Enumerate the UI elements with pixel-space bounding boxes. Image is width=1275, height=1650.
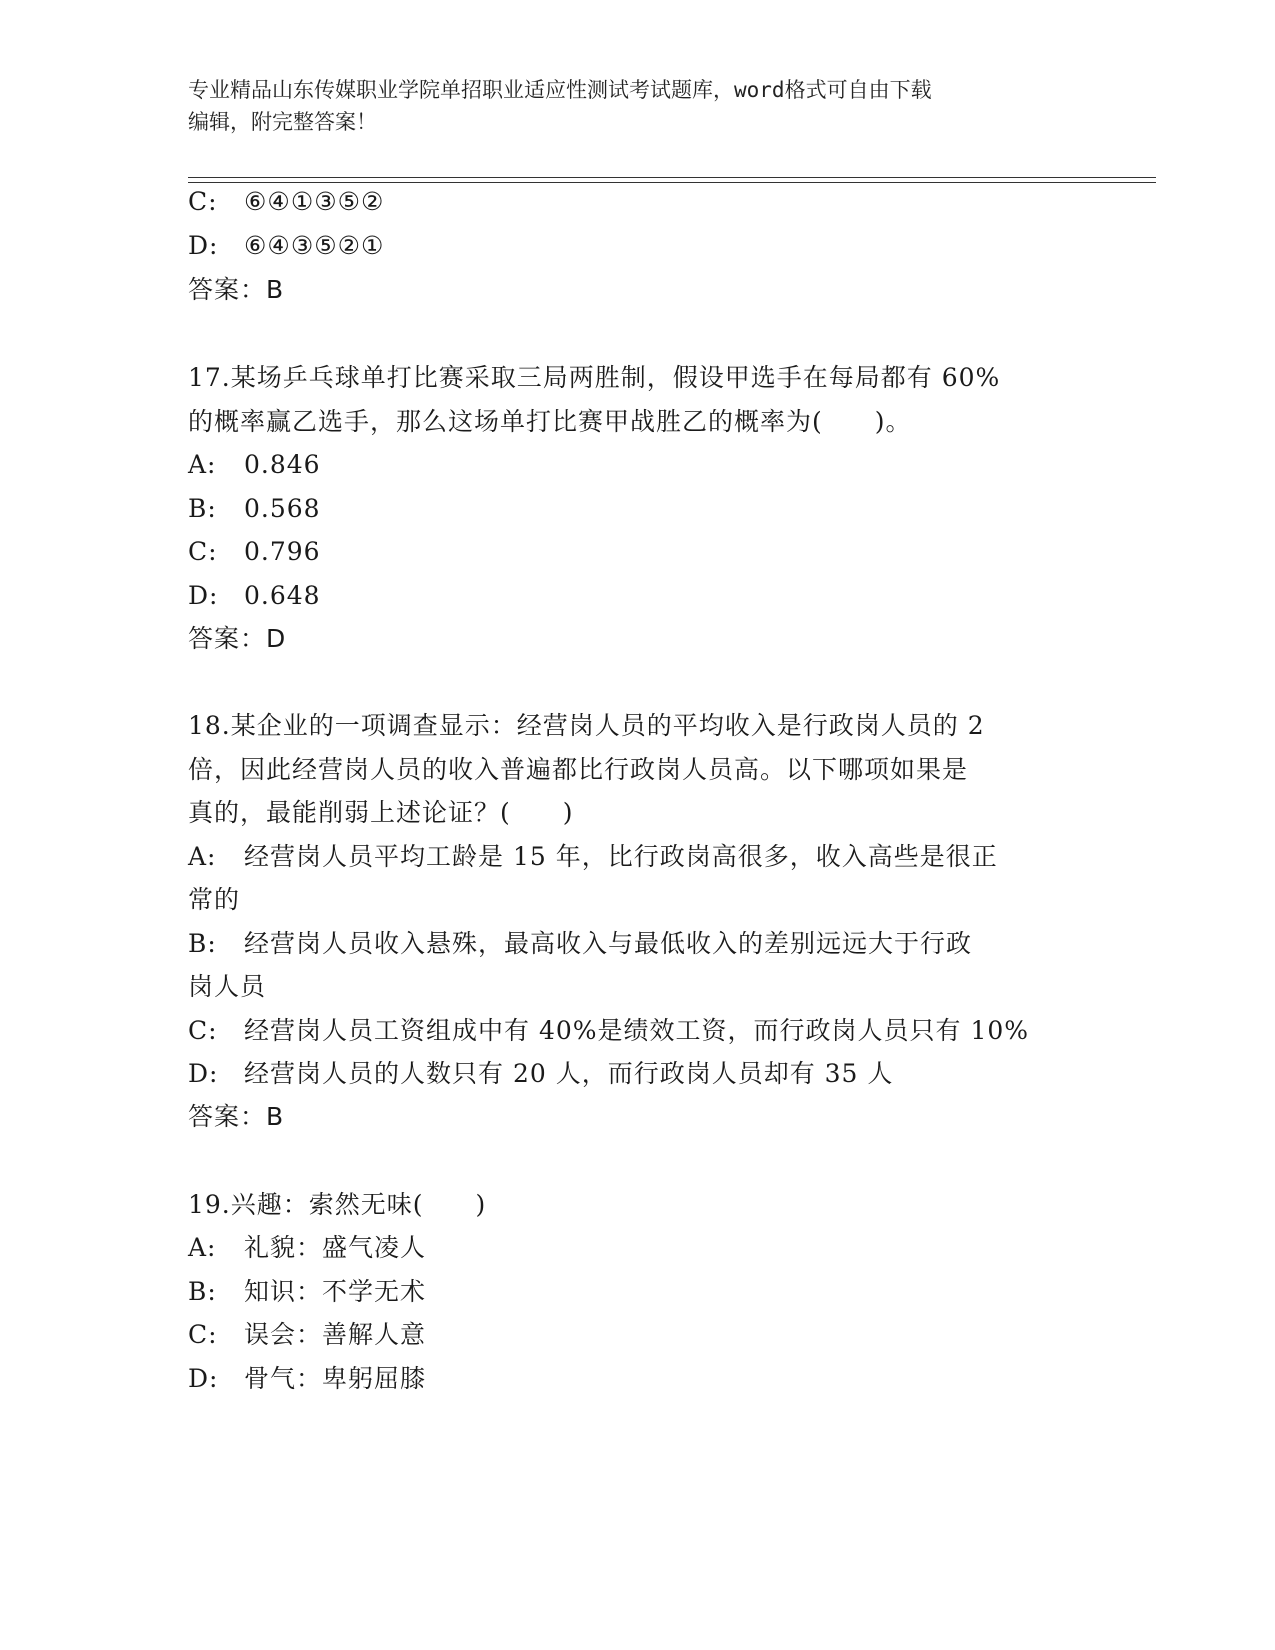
header-line-1: 专业精品山东传媒职业学院单招职业适应性测试考试题库，word格式可自由下载	[188, 78, 932, 102]
option-text: 礼貌：盛气凌人	[244, 1233, 427, 1262]
q18-option-b-continued: 岗人员	[188, 972, 267, 1001]
option-text: 0.648	[244, 581, 321, 610]
option-text: 0.846	[244, 450, 321, 479]
option-text: 0.796	[244, 537, 321, 566]
q17-option-a	[188, 450, 321, 480]
q17-stem-line-1: 17.某场乒乓球单打比赛采取三局两胜制，假设甲选手在每局都有 60%	[188, 363, 1001, 392]
q16-option-d	[188, 231, 384, 261]
q17-option-b	[188, 494, 321, 524]
option-text: 经营岗人员平均工龄是 15 年，比行政岗高很多，收入高些是很正	[244, 842, 998, 871]
q18-answer: 答案：B	[188, 1102, 285, 1131]
option-letter: D:	[188, 1059, 219, 1088]
option-letter: B:	[188, 494, 217, 523]
q19-option-a	[188, 1233, 426, 1263]
q18-option-a	[188, 842, 998, 872]
option-letter: C:	[188, 1320, 218, 1349]
option-text: 经营岗人员的人数只有 20 人，而行政岗人员却有 35 人	[244, 1059, 894, 1088]
q19-stem-line-1: 19.兴趣：索然无味( )	[188, 1190, 487, 1219]
option-letter: C:	[188, 187, 218, 216]
q18-option-d	[188, 1059, 893, 1089]
q17-option-d	[188, 581, 321, 611]
q18-option-c	[188, 1016, 1029, 1046]
option-letter: C:	[188, 537, 218, 566]
option-text: 知识：不学无术	[244, 1277, 427, 1306]
option-text: 误会：善解人意	[244, 1320, 427, 1349]
option-text: ⑥④③⑤②①	[244, 231, 385, 260]
q17-answer: 答案：D	[188, 624, 287, 653]
option-text: ⑥④①③⑤②	[244, 187, 385, 216]
option-text: 0.568	[244, 494, 321, 523]
q18-stem-line-1: 18.某企业的一项调查显示：经营岗人员的平均收入是行政岗人员的 2	[188, 711, 985, 740]
q19-option-d	[188, 1364, 426, 1394]
option-letter: A:	[188, 450, 217, 479]
header-line-2: 编辑，附完整答案！	[188, 110, 377, 134]
q18-stem-line-2: 倍，因此经营岗人员的收入普遍都比行政岗人员高。以下哪项如果是	[188, 755, 969, 784]
header-rule-bottom	[188, 182, 1156, 183]
option-text: 骨气：卑躬屈膝	[244, 1364, 427, 1393]
option-text: 经营岗人员工资组成中有 40%是绩效工资，而行政岗人员只有 10%	[244, 1016, 1030, 1045]
header-rule-top	[188, 177, 1156, 178]
option-letter: D:	[188, 231, 219, 260]
q17-stem-line-2: 的概率赢乙选手，那么这场单打比赛甲战胜乙的概率为( )。	[188, 407, 912, 436]
option-letter: C:	[188, 1016, 218, 1045]
q18-stem-line-3: 真的，最能削弱上述论证？( )	[188, 798, 574, 827]
option-text: 经营岗人员收入悬殊，最高收入与最低收入的差别远远大于行政	[244, 929, 973, 958]
option-letter: B:	[188, 1277, 217, 1306]
q16-answer: 答案：B	[188, 275, 285, 304]
option-letter: D:	[188, 581, 219, 610]
q19-option-b	[188, 1277, 426, 1307]
option-letter: B:	[188, 929, 217, 958]
q17-option-c	[188, 537, 321, 567]
option-letter: A:	[188, 1233, 217, 1262]
q16-option-c	[188, 187, 384, 217]
q19-option-c	[188, 1320, 426, 1350]
q18-option-b	[188, 929, 972, 959]
option-letter: A:	[188, 842, 217, 871]
q18-option-a-continued: 常的	[188, 885, 241, 914]
page-header	[188, 74, 1068, 138]
option-letter: D:	[188, 1364, 219, 1393]
